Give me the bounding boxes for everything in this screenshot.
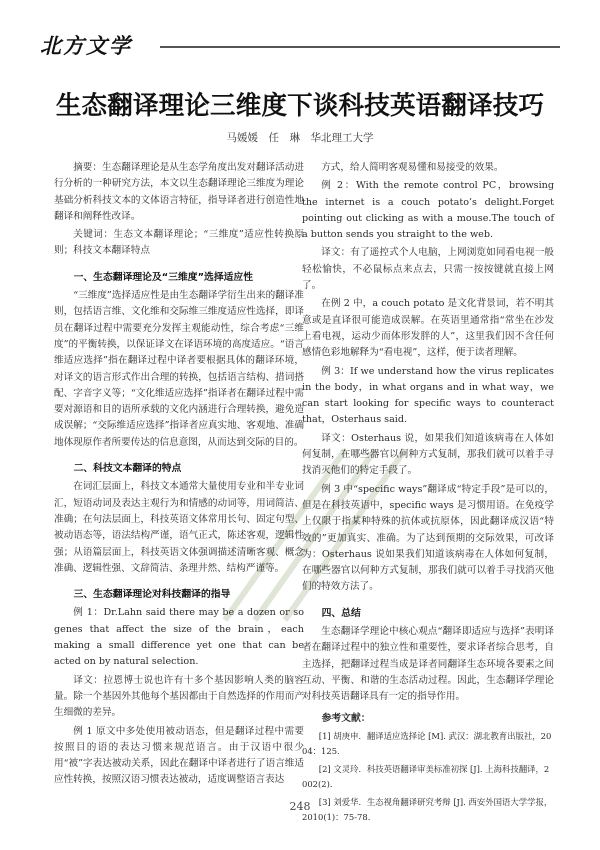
page-number: 248	[289, 800, 311, 813]
body-paragraph: 例 3 中“specific ways”翻译成“特定手段”是可以的，但是在科技英语中，specific ways 是习惯用语。在免疫学上仅限于指某种特殊的抗体或抗原体，因此翻译成汉语“特效的”更加真实、准确。为了达到预期的交际效果，可改译为：Osterhaus 说如果我们知道该病毒在人体如何复制，在哪些器官以何种方式复制，那我们就可以着手寻找消灭他们的特效方法了。	[302, 483, 554, 593]
references-heading: 参考文献：	[321, 712, 371, 724]
body-paragraph: 在词汇层面上，科技文本通常大量使用专业和半专业词汇，短语动词及表达主观行为和情感的动词等，用词简洁、准确；在句法层面上，科技英语文体常用长句、固定句型、被动语态等，语法结构严谨，语气正式，陈述客观，逻辑性强；从语篇层面上，科技英语文体强调描述清晰客观、概念准确、逻辑性强、文辞简洁、条理井然、结构严谨等。	[54, 481, 304, 574]
example-paragraph: 例 1：Dr.Lahn said there may be a dozen or so genes that affect the size of the brain，each making a small difference yet one that can be acted on by natural selection.	[54, 607, 304, 668]
paper-title: 生态翻译理论三维度下谈科技英语翻译技巧	[55, 91, 545, 121]
body-paragraph: 方式，给人简明客观易懂和易接受的效果。	[321, 162, 504, 173]
example-paragraph: 例 2：With the remote control PC，browsing the internet is a couch potato’s delight.Forget pointing out clicking as with a mouse.The touch of a button sends you straight to the web.	[302, 180, 554, 241]
body-paragraph: “三维度”选择适应性是由生态翻译学衍生出来的翻译准则，包括语言维、文化维和交际维三维度适应性选择，即译员在翻译过程中需要充分发挥主观能动性，综合考虑“三维度”的平衡转换，以保证译文在译语环境的高度适应。“语言维适应选择”指在翻译过程中译者要根据具体的翻译环境，对译文的语言形式作出合理的转换，包括语言结构、措词搭配、字音字义等；“文化维适应选择”指译者在翻译过程中需要对源语和目的语所承载的文化内涵进行合理转换，避免造成误解；“交际维适应选择”指译者应真实地、客观地、准确地体现原作者所要传达的信息意图，从而达到交际的目的。	[54, 290, 304, 448]
body-paragraph: 在例 2 中，a couch potato 是文化背景词，若不明其意或是直译很可能造成误解。在英语里通常指“常坐在沙发上看电视，运动少而体形发胖的人”，这里我们因不含任何感情色彩地解释为“看电视”，这样，便于读者理解。	[302, 298, 554, 359]
right-column	[302, 160, 554, 828]
body-paragraph: 译文：拉恩博士说也许有十多个基因影响人类的脑容量。除一个基因外其他每个基因都由于自然选择的作用而产生细微的差异。	[54, 674, 304, 719]
body-paragraph: 译文：有了遥控式个人电脑，上网浏览如同看电视一般轻松愉快，不必鼠标点来点去，只需一按按键就直接上网了。	[302, 247, 554, 292]
section-heading: 三、生态翻译理论对科技翻译的指导	[73, 589, 231, 601]
body-paragraph: 译文：Osterhaus 说，如果我们知道该病毒在人体如何复制，在哪些器官以何种方式复制，那我们就可以着手寻找消灭他们的特定手段了。	[302, 432, 554, 477]
section-heading: 四、总结	[321, 607, 361, 619]
body-paragraph: 例 1 原文中多处使用被动语态，但是翻译过程中需要按照目的语的表达习惯来规范语言。由于汉语中很少用“被”字表达被动关系，因此在翻译中译者进行了语言维适应性转换，按照汉语习惯表达被动，适度调整语言表达	[54, 725, 304, 786]
reference-item: [2] 文灵玲．科技英语翻译审美标准初探 [J]. 上海科技翻译，2002(2).	[302, 763, 550, 789]
left-column	[54, 160, 304, 791]
body-paragraph: 摘要：生态翻译理论是从生态学角度出发对翻译活动进行分析的一种研究方法，本文以生态翻译理论三维度为理论基础分析科技文本的文体语言特征，指导译者进行创造性地翻译和阐释性改译。	[54, 162, 304, 222]
body-paragraph: 关键词：生态文本翻译理论；“三维度”适应性转换原则；科技文本翻译特点	[54, 229, 304, 257]
example-paragraph: 例 3：If we understand how the virus replicates in the body，in what organs and in what way，we can start looking for specific ways to counteract that，Osterhaus said.	[302, 365, 554, 426]
reference-item: [1] 胡庚申．翻译适应选择论 [M]. 武汉：湖北教育出版社，2004：125.	[302, 730, 552, 756]
journal-masthead: 北方文学	[40, 33, 132, 58]
author-line: 马媛媛 任 琳 华北理工大学	[226, 132, 374, 144]
section-heading: 一、生态翻译理论及“三维度”选择适应性	[73, 271, 254, 283]
header-rule	[160, 46, 560, 48]
reference-item: [3] 刘爱华．生态视角翻译研究考辩 [J]. 西安外国语大学学报，2010(1)：75-78.	[302, 796, 553, 822]
section-heading: 二、科技文本翻译的特点	[73, 463, 182, 475]
body-paragraph: 生态翻译学理论中核心观点“翻译即适应与选择”表明译者在翻译过程中的独立性和重要性，要求译者综合思考，自主选择，把翻译过程当成是译者同翻译生态环境各要素之间互动、平衡、和谐的生态活动过程。因此，生态翻译学理论对科技英语翻译具有一定的指导作用。	[302, 626, 554, 703]
